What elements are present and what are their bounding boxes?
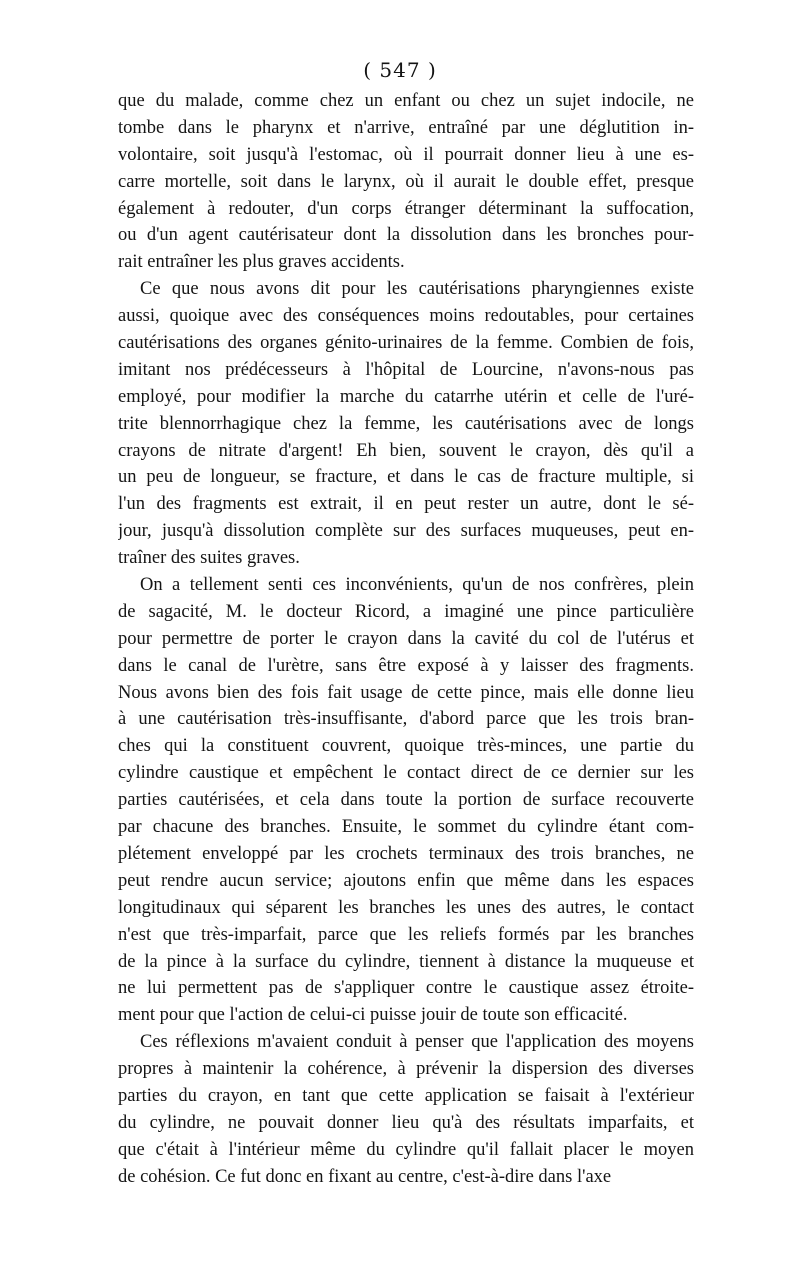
text-line: ou d'un agent cautérisateur dont la dissolution dans les bronches pour-: [118, 225, 694, 246]
text-line: On a tellement senti ces inconvénients, qu'un de nos confrères, plein: [140, 575, 694, 596]
text-line: de sagacité, M. le docteur Ricord, a imaginé une pince particulière: [118, 601, 694, 622]
text-line: plétement enveloppé par les crochets terminaux des trois branches, ne: [118, 843, 694, 864]
body-text: [118, 88, 694, 1191]
text-line: crayons de nitrate d'argent! Eh bien, souvent le crayon, dès qu'il a: [118, 440, 694, 461]
text-line: tombe dans le pharynx et n'arrive, entraîné par une déglutition in-: [118, 117, 694, 138]
text-line: un peu de longueur, se fracture, et dans le cas de fracture multiple, si: [118, 467, 694, 488]
text-line: imitant nos prédécesseurs à l'hôpital de Lourcine, n'avons-nous pas: [118, 359, 694, 380]
text-line: volontaire, soit jusqu'à l'estomac, où il pourrait donner lieu à une es-: [118, 144, 694, 165]
text-line: dans le canal de l'urètre, sans être exposé à y laisser des fragments.: [118, 655, 694, 676]
paragraph: [118, 1029, 694, 1190]
text-line: de cohésion. Ce fut donc en fixant au centre, c'est-à-dire dans l'axe: [118, 1166, 612, 1187]
text-line: ment pour que l'action de celui-ci puisse jouir de toute son efficacité.: [118, 1005, 628, 1026]
text-line: cautérisations des organes génito-urinaires de la femme. Combien de fois,: [118, 333, 694, 354]
page-number: ( 547 ): [363, 58, 437, 82]
text-line: l'un des fragments est extrait, il en peut rester un autre, dont le sé-: [118, 494, 694, 515]
text-line: carre mortelle, soit dans le larynx, où il aurait le double effet, presque: [118, 171, 694, 192]
text-line: par chacune des branches. Ensuite, le sommet du cylindre étant com-: [118, 817, 694, 838]
text-line: n'est que très-imparfait, parce que les reliefs formés par les branches: [118, 924, 694, 945]
paragraph: [118, 88, 694, 276]
text-line: également à redouter, d'un corps étranger déterminant la suffocation,: [118, 198, 694, 219]
text-line: employé, pour modifier la marche du catarrhe utérin et celle de l'uré-: [118, 386, 694, 407]
text-line: du cylindre, ne pouvait donner lieu qu'à des résultats imparfaits, et: [118, 1112, 694, 1133]
text-line: traîner des suites graves.: [118, 548, 300, 569]
paragraph: [118, 276, 694, 572]
text-line: longitudinaux qui séparent les branches les unes des autres, le contact: [118, 897, 694, 918]
text-line: parties cautérisées, et cela dans toute la portion de surface recouverte: [118, 790, 694, 811]
text-line: aussi, quoique avec des conséquences moins redoutables, pour certaines: [118, 306, 694, 327]
text-line: parties du crayon, en tant que cette application se faisait à l'extérieur: [118, 1085, 694, 1106]
text-line: que du malade, comme chez un enfant ou chez un sujet indocile, ne: [118, 91, 694, 111]
text-line: propres à maintenir la cohérence, à prévenir la dispersion des diverses: [118, 1059, 694, 1080]
text-line: trite blennorrhagique chez la femme, les cautérisations avec de longs: [118, 413, 694, 434]
text-line: rait entraîner les plus graves accidents.: [118, 252, 405, 273]
text-line: jour, jusqu'à dissolution complète sur des surfaces muqueuses, peut en-: [118, 521, 694, 542]
text-line: ches qui la constituent couvrent, quoique très-minces, une partie du: [118, 736, 694, 757]
text-line: de la pince à la surface du cylindre, tiennent à distance la muqueuse et: [118, 951, 694, 972]
text-line: pour permettre de porter le crayon dans la cavité du col de l'utérus et: [118, 628, 694, 649]
text-line: que c'était à l'intérieur même du cylindre qu'il fallait placer le moyen: [118, 1139, 694, 1160]
text-line: à une cautérisation très-insuffisante, d'abord parce que les trois bran-: [118, 709, 694, 730]
text-line: cylindre caustique et empêchent le contact direct de ce dernier sur les: [118, 763, 694, 784]
paragraph: [118, 572, 694, 1029]
text-line: Nous avons bien des fois fait usage de cette pince, mais elle donne lieu: [118, 682, 694, 703]
text-line: Ces réflexions m'avaient conduit à penser que l'application des moyens: [140, 1032, 694, 1053]
text-line: Ce que nous avons dit pour les cautérisations pharyngiennes existe: [140, 279, 694, 300]
text-line: ne lui permettent pas de s'appliquer contre le caustique assez étroite-: [118, 978, 694, 999]
text-line: peut rendre aucun service; ajoutons enfin que même dans les espaces: [118, 870, 694, 891]
